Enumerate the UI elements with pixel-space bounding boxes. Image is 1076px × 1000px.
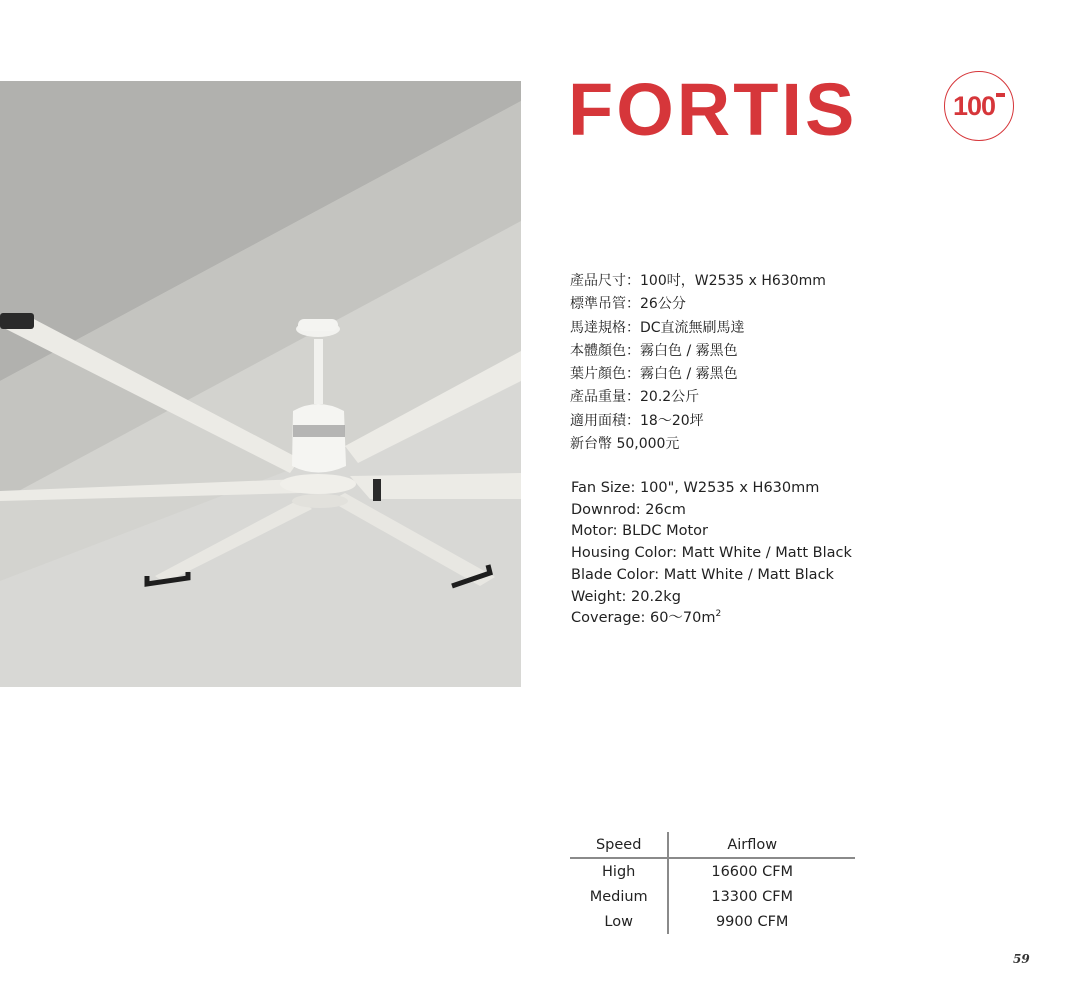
- table-row: [570, 858, 855, 884]
- spec-zh-size: 產品尺寸：100吋，W2535 x H630mm: [570, 273, 826, 289]
- spec-en-coverage-superscript: 2: [715, 609, 722, 620]
- canopy-body: [298, 319, 338, 331]
- spec-en-fan-size: Fan Size: 100", W2535 x H630mm: [571, 480, 820, 496]
- cell-airflow: 13300 CFM: [711, 888, 794, 905]
- spec-zh-downrod: 標準吊管：26公分: [570, 296, 686, 313]
- spec-zh-blade-color: 葉片顏色：霧白色 / 霧黑色: [570, 366, 738, 383]
- spec-en-downrod: Downrod: 26cm: [571, 501, 686, 518]
- spec-zh-housing-color: 本體顏色：霧白色 / 霧黑色: [570, 342, 738, 359]
- motor-bottom: [292, 494, 348, 508]
- spec-en-motor: Motor: BLDC Motor: [571, 523, 708, 540]
- blade-tip-top-left: [0, 313, 34, 329]
- cell-airflow: 9900 CFM: [715, 913, 789, 930]
- spec-en-blade-color: Blade Color: Matt White / Matt Black: [571, 566, 834, 583]
- header-speed: Speed: [570, 832, 668, 858]
- cell-airflow: 16600 CFM: [711, 863, 794, 880]
- table-header-row: [570, 832, 855, 858]
- specs-english: [571, 478, 852, 630]
- motor-vent: [293, 425, 345, 437]
- spec-zh-price: 新台幣 50,000元: [570, 436, 680, 453]
- product-photo: [0, 81, 521, 687]
- downrod: [314, 339, 323, 404]
- airflow-table: [570, 832, 855, 934]
- specs-chinese: [570, 270, 826, 456]
- header-airflow: Airflow: [668, 832, 855, 858]
- blade-tip-mid-right: [373, 479, 381, 501]
- cell-speed: Medium: [570, 884, 668, 909]
- page-number: 59: [1013, 952, 1030, 966]
- spec-en-coverage: Coverage: 60～70m: [571, 610, 716, 627]
- size-badge-label: 100: [952, 90, 996, 121]
- motor-housing: [292, 404, 346, 473]
- table-row: [570, 909, 855, 934]
- table-row: [570, 884, 855, 909]
- inch-mark-icon: [996, 93, 1005, 97]
- ceiling-fan-illustration: [0, 81, 521, 687]
- spec-zh-coverage: 適用面積：18～20坪: [570, 412, 704, 429]
- spec-en-housing-color: Housing Color: Matt White / Matt Black: [571, 545, 852, 562]
- spec-zh-weight: 產品重量：20.2公斤: [570, 389, 700, 406]
- motor-base: [280, 474, 356, 494]
- spec-zh-motor: 馬達規格：DC直流無刷馬達: [570, 319, 745, 336]
- cell-speed: High: [570, 858, 668, 884]
- spec-en-weight: Weight: 20.2kg: [571, 588, 681, 605]
- size-badge: [944, 71, 1014, 141]
- product-title: FORTIS: [568, 68, 858, 151]
- spec-en-coverage-row: [571, 608, 852, 630]
- cell-speed: Low: [570, 909, 668, 934]
